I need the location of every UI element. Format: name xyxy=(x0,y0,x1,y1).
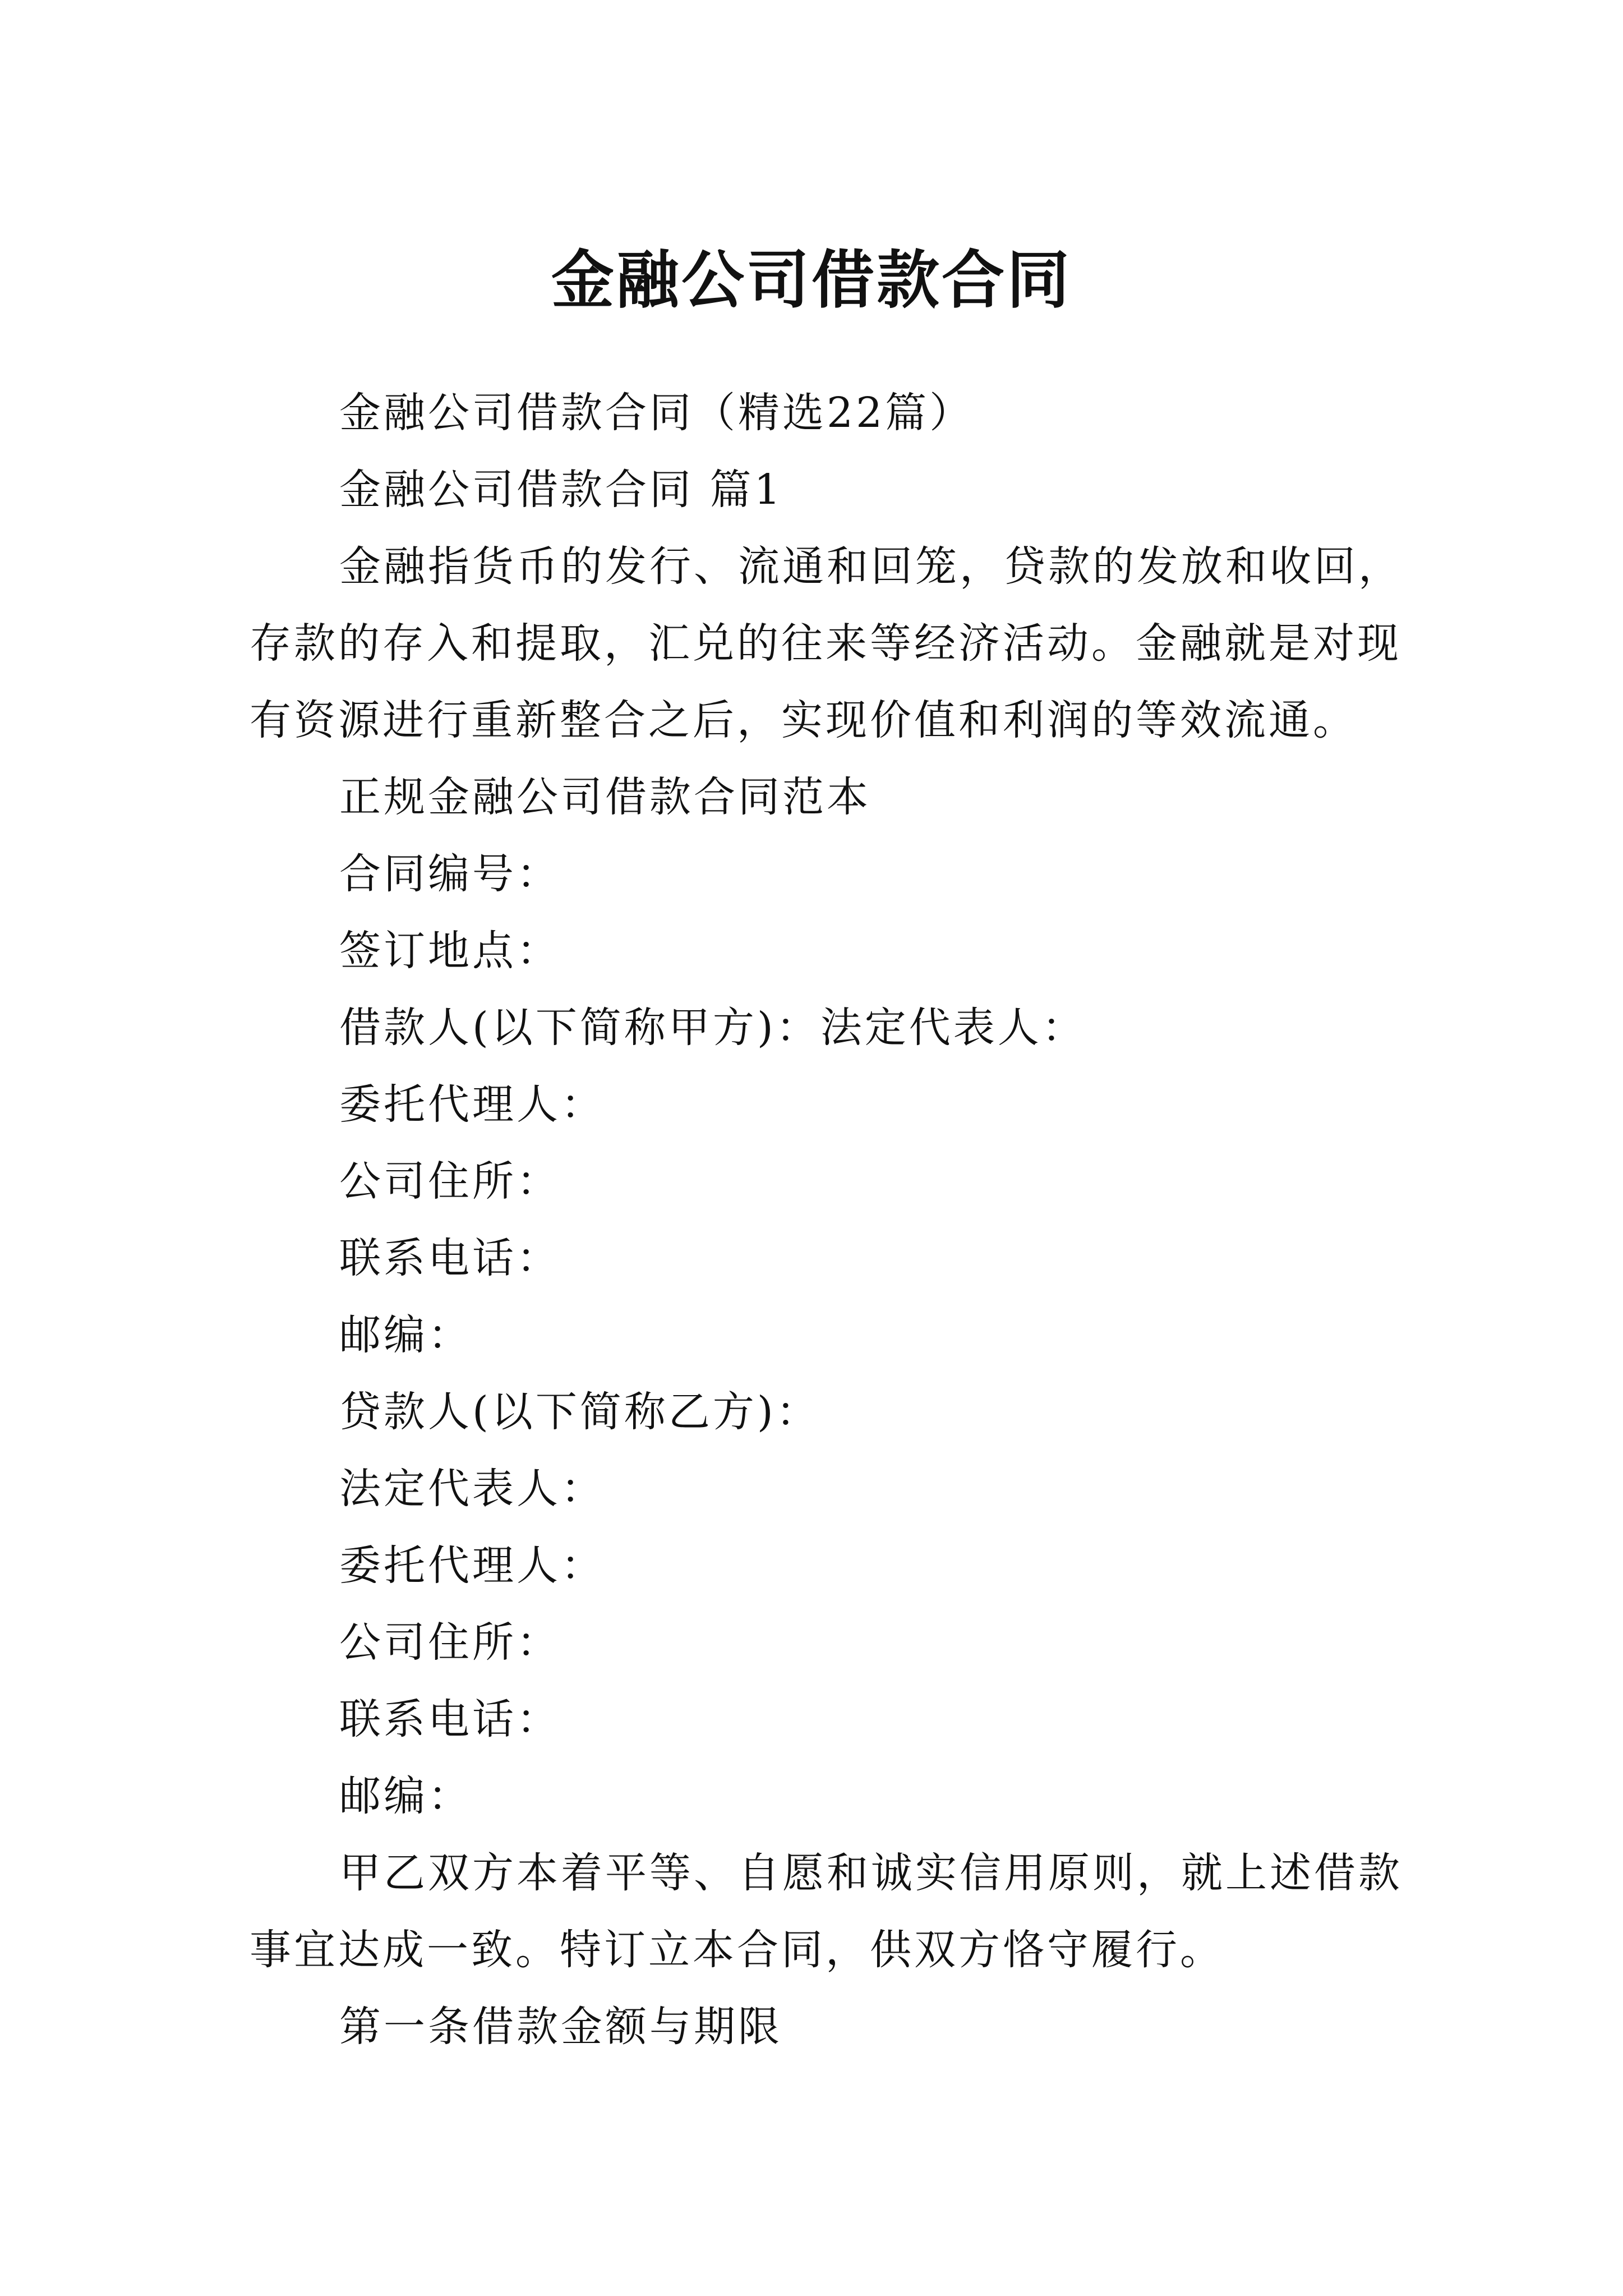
field-lender-representative: 法定代表人： xyxy=(339,1465,605,1513)
field-lender: 贷款人(以下简称乙方)： xyxy=(339,1388,820,1436)
paragraph-subtitle: 金融公司借款合同（精选22篇） xyxy=(339,389,974,437)
document-body xyxy=(250,375,1422,2065)
paragraph-template-title: 正规金融公司借款合同范本 xyxy=(339,773,871,821)
field-borrower-postcode: 邮编： xyxy=(339,1311,472,1359)
field-lender-phone: 联系电话： xyxy=(339,1695,561,1743)
paragraph-section-heading: 金融公司借款合同 篇1 xyxy=(339,466,783,514)
field-contract-number: 合同编号： xyxy=(339,850,561,898)
field-borrower-address: 公司住所： xyxy=(339,1157,561,1205)
paragraph-agreement-statement: 甲乙双方本着平等、自愿和诚实信用原则，就上述借款事宜达成一致。特订立本合同，供双方恪守履行。 xyxy=(250,1849,1403,1974)
field-borrower-phone: 联系电话： xyxy=(339,1234,561,1282)
paragraph-article-one: 第一条借款金额与期限 xyxy=(339,2003,782,2051)
document-title: 金融公司借款合同 xyxy=(551,243,1072,318)
field-borrower-agent: 委托代理人： xyxy=(339,1080,605,1129)
paragraph-finance-definition: 金融指货币的发行、流通和回笼，贷款的发放和收回，存款的存入和提取，汇兑的往来等经济活动。金融就是对现有资源进行重新整合之后，实现价值和利润的等效流通。 xyxy=(250,542,1403,744)
field-lender-postcode: 邮编： xyxy=(339,1772,472,1820)
field-lender-address: 公司住所： xyxy=(339,1618,561,1667)
field-borrower: 借款人(以下简称甲方)：法定代表人： xyxy=(339,1004,1086,1052)
field-lender-agent: 委托代理人： xyxy=(339,1542,605,1590)
field-signing-place: 签订地点： xyxy=(339,927,561,975)
